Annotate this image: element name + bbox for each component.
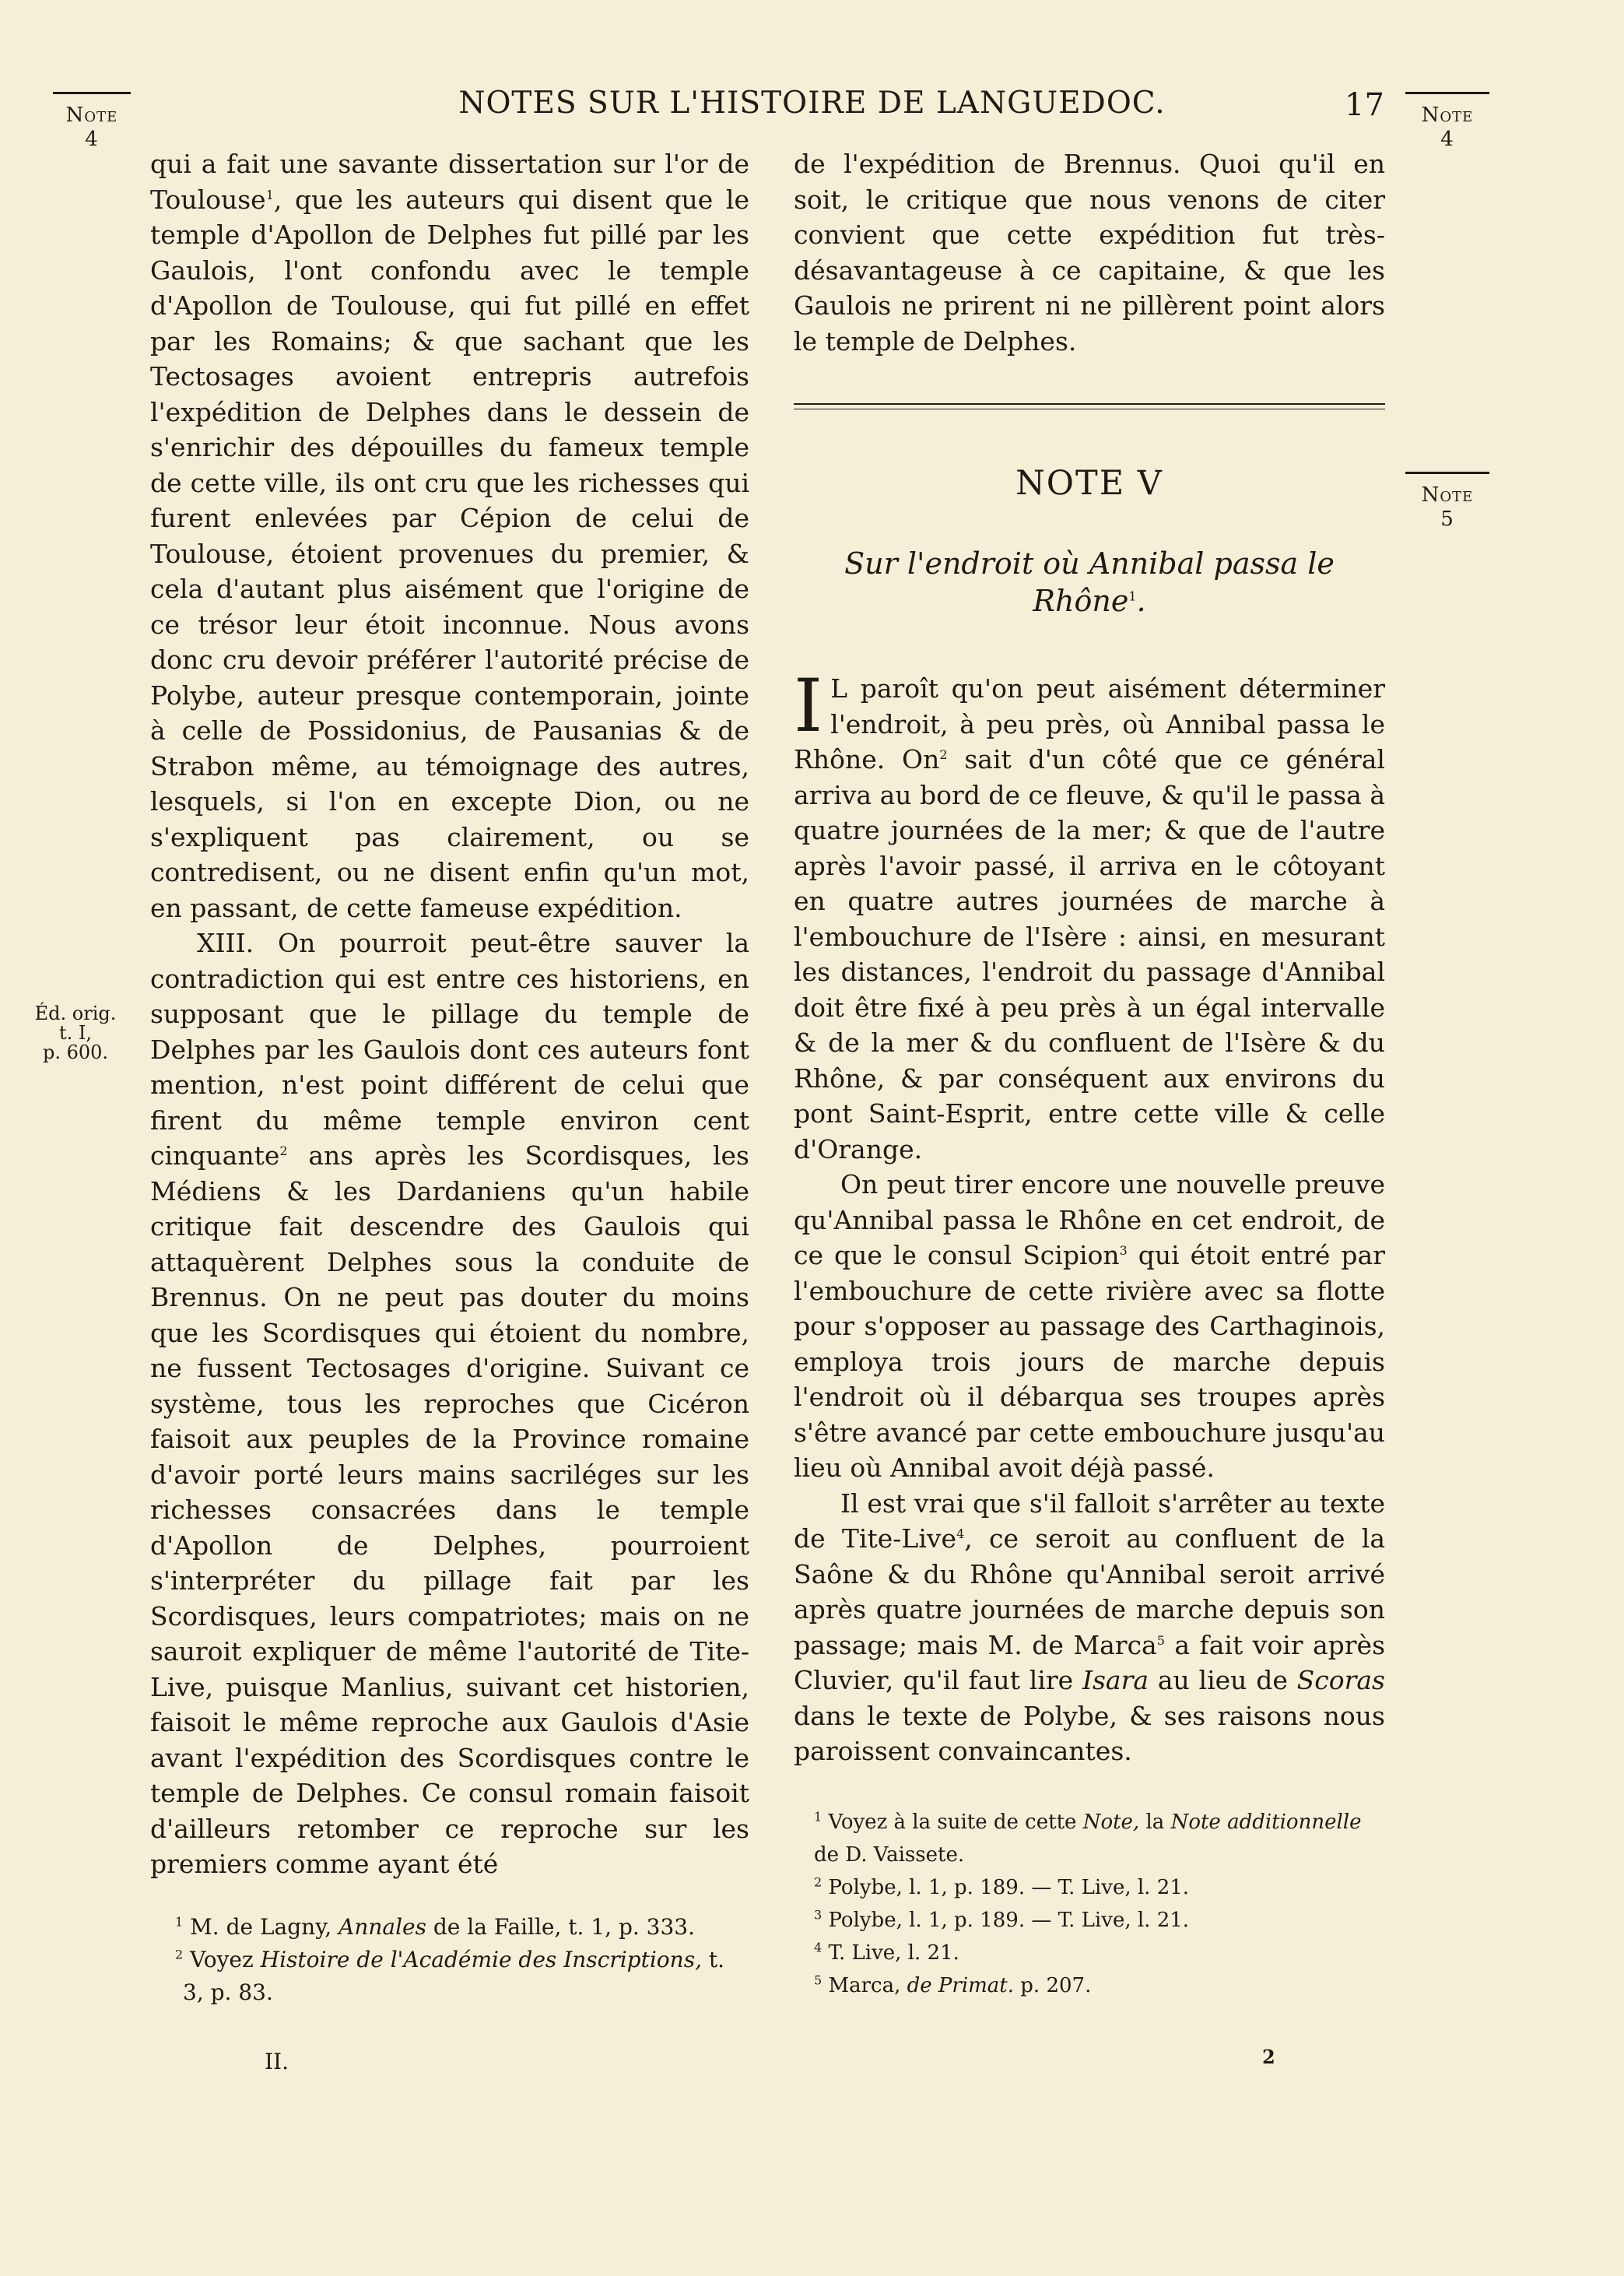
text-run: M. de Lagny, <box>190 1914 339 1940</box>
italic-run: Annales <box>338 1914 426 1940</box>
text-run: ans après les Scordisques, les Médiens & les Dardaniens qu'un habile critique fait descendre des Gaulois qui attaquèrent Delphes sous la conduite de Brennus. On ne peut pas douter du moins que les Scordisques qui étoient du nombre, ne fussent Tectosages d'origine. Suivant ce système, tous les reproches que Cicéron faisoit aux peuples de la Province romaine d'avoir porté leurs mains sacriléges sur les richesses consacrées dans le temple d'Apollon de Delphes, pourroient s'interpréter du pillage fait par les Scordisques, leurs compatriotes; mais on ne sauroit expliquer de même l'autorité de Tite-Live, puisque Manlius, suivant cet historien, faisoit le même reproche aux Gaulois d'Asie avant l'expédition des Scordisques contre le temple de Delphes. Ce consul romain faisoit d'ailleurs retomber ce reproche sur les premiers comme ayant été <box>150 1140 749 1879</box>
margin-note-left <box>53 92 131 152</box>
text-run: de la Faille, t. 1, p. 333. <box>426 1914 696 1940</box>
text-run: Marca, <box>828 1974 907 1997</box>
text-run: la <box>1139 1811 1171 1834</box>
italic-run: Note, <box>1082 1811 1140 1834</box>
right-column-top <box>794 146 1385 359</box>
margin-note-label: Note <box>1421 483 1474 507</box>
paragraph <box>150 146 749 926</box>
text-run: qui étoit entré par l'embouchure de cette rivière avec sa flotte pour s'opposer au passage des Carthaginois, employa trois jours de marche depuis l'endroit où il débarqua ses troupes après s'être avancé par cette embouchure jusqu'au lieu où Annibal avoit déjà passé. <box>794 1240 1385 1483</box>
right-footnotes <box>786 1806 1389 2002</box>
italic-run: Scoras <box>1296 1665 1385 1695</box>
text-run: T. Live, l. 21. <box>828 1941 959 1965</box>
text-run: . <box>1136 584 1146 618</box>
text-run: t. 3, p. 83. <box>183 1947 725 2005</box>
left-column <box>150 146 749 1882</box>
text-run: qui a fait une savante dissertation sur l'or de Toulouse <box>150 149 749 215</box>
text-run: a fait voir après Cluvier, qu'il faut lire <box>794 1629 1386 1695</box>
margin-rule <box>53 92 131 94</box>
ed-orig-page: p. 600. <box>42 1041 109 1064</box>
footnote <box>786 1806 1389 1871</box>
footnote-ref: 1 <box>1128 588 1137 604</box>
italic-run: de Primat. <box>907 1974 1015 1997</box>
margin-note-right-5 <box>1405 472 1489 532</box>
text-run: dans le texte de Polybe, & ses raisons nous paroissent convaincantes. <box>794 1700 1385 1766</box>
text-run: de D. Vaissete. <box>814 1843 965 1867</box>
signature-mark-right: 2 <box>1262 2046 1275 2068</box>
text-run: Il est vrai que s'il falloit s'arrêter au texte de Tite-Live <box>794 1487 1385 1554</box>
margin-note-right <box>1405 92 1489 152</box>
footnote-mark: 5 <box>814 1972 823 1988</box>
right-column-body <box>794 664 1386 1769</box>
margin-note-number: 5 <box>1440 508 1454 532</box>
paragraph <box>794 1486 1385 1769</box>
footnote <box>786 1904 1389 1937</box>
italic-run: Histoire de l'Académie des Inscriptions, <box>260 1947 702 1972</box>
drop-cap: I <box>794 664 823 749</box>
text-run: Polybe, l. 1, p. 189. — T. Live, l. 21. <box>828 1876 1190 1899</box>
footnote <box>175 1911 751 1944</box>
original-edition-reference <box>17 1004 134 1063</box>
margin-note-label: Note <box>1421 104 1474 127</box>
text-run: , ce seroit au confluent de la Saône & du Rhône qu'Annibal seroit arrivé après quatre journées de marche depuis son passage; mais M. de Marca <box>794 1523 1385 1660</box>
text-run: Polybe, l. 1, p. 189. — T. Live, l. 21. <box>828 1909 1190 1932</box>
margin-note-number: 4 <box>85 128 99 152</box>
paragraph: de l'expédition de Brennus. Quoi qu'il en soit, le critique que nous venons de citer convient que cette expédition fut très-désavantageuse à ce capitaine, & que les Gaulois ne prirent ni ne pillèrent point alors le temple de Delphes. <box>794 149 1385 357</box>
text-run: p. 207. <box>1014 1974 1092 1997</box>
footnote-ref: 2 <box>939 747 948 762</box>
text-run: , que les auteurs qui disent que le temple d'Apollon de Delphes fut pillé par les Gaulois, l'ont confondu avec le temple d'Apollon de Toulouse, qui fut pillé en effet par les Romains; & que sachant que les Tectosages avoient entrepris autrefois l'expédition de Delphes dans le dessein de s'enrichir des dépouilles du fameux temple de cette ville, ils ont cru que les richesses qui furent enlevées par Cépion de celui de Toulouse, étoient provenues du premier, & cela d'autant plus aisément que l'origine de ce trésor leur étoit inconnue. Nous avons donc cru devoir préférer l'autorité précise de Polybe, auteur presque contemporain, jointe à celle de Possidonius, de Pausanias & de Strabon même, au témoignage des autres, lesquels, si l'on en excepte Dion, ou ne s'expliquent pas clairement, ou se contredisent, ou ne disent enfin qu'un mot, en passant, de cette fameuse expédition. <box>150 184 749 923</box>
text-run: Sur l'endroit où Annibal passa le Rhône <box>844 546 1335 618</box>
footnote-ref: 4 <box>956 1526 965 1541</box>
note-heading: NOTE V <box>1015 464 1163 503</box>
text-run: Voyez à la suite de cette <box>828 1811 1083 1834</box>
footnote-mark: 2 <box>175 1947 184 1962</box>
text-run: On peut tirer encore une nouvelle preuve qu'Annibal passa le Rhône en cet endroit, de ce que le consul Scipion <box>794 1169 1385 1270</box>
running-header: NOTES SUR L'HISTOIRE DE LANGUEDOC. <box>458 86 1166 121</box>
margin-note-label: Note <box>65 104 118 127</box>
footnote-mark: 3 <box>814 1907 823 1923</box>
note-subtitle <box>794 545 1385 620</box>
footnote-ref: 3 <box>1119 1243 1128 1258</box>
footnote-mark: 4 <box>814 1940 823 1955</box>
footnote-ref: 5 <box>1156 1632 1165 1648</box>
footnote <box>175 1944 751 2009</box>
footnote-ref: 1 <box>265 187 274 202</box>
text-run: XIII. On pourroit peut-être sauver la contradiction qui est entre ces historiens, en supposant que le pillage du temple de Delphes par les Gaulois dont ces auteurs font mention, n'est point différent de celui que firent du même temple environ cent cinquante <box>150 928 749 1171</box>
section-divider <box>794 403 1385 409</box>
footnote-mark: 2 <box>814 1874 823 1890</box>
ed-orig-volume: t. I, <box>58 1022 92 1045</box>
margin-rule <box>1405 92 1489 94</box>
footnote <box>786 1871 1389 1904</box>
text-run: sait d'un côté que ce général arriva au bord de ce fleuve, & qu'il le passa à quatre journées de la mer; & que de l'autre après l'avoir passé, il arriva en le côtoyant en quatre autres journées de marche à l'embouchure de l'Isère : ainsi, en mesurant les distances, l'endroit du passage d'Annibal doit être fixé à peu près à un égal intervalle & de la mer & du confluent de l'Isère & du Rhône, & par conséquent aux environs du pont Saint-Esprit, entre cette ville & celle d'Orange. <box>794 744 1385 1164</box>
text-run: Voyez <box>190 1947 261 1972</box>
footnote-mark: 1 <box>814 1809 823 1825</box>
footnote-ref: 2 <box>279 1143 288 1158</box>
left-footnotes <box>175 1911 751 2009</box>
paragraph <box>150 926 749 1882</box>
footnote <box>786 1937 1389 1969</box>
text-run: L paroît qu'on peut aisément déterminer l'endroit, à peu près, où Annibal passa le Rhône. On <box>794 673 1385 774</box>
footnote-mark: 1 <box>175 1914 184 1930</box>
footnote <box>786 1969 1389 2002</box>
paragraph <box>794 664 1385 1167</box>
margin-rule <box>1405 472 1489 474</box>
signature-mark-left: II. <box>265 2049 289 2074</box>
italic-run: Note additionnelle <box>1170 1811 1362 1834</box>
ed-orig-label: Éd. orig. <box>34 1003 117 1024</box>
paragraph <box>794 1167 1385 1486</box>
text-run: au lieu de <box>1149 1665 1297 1695</box>
italic-run: Isara <box>1082 1665 1149 1695</box>
page-number: 17 <box>1345 87 1384 123</box>
margin-note-number: 4 <box>1440 128 1454 152</box>
